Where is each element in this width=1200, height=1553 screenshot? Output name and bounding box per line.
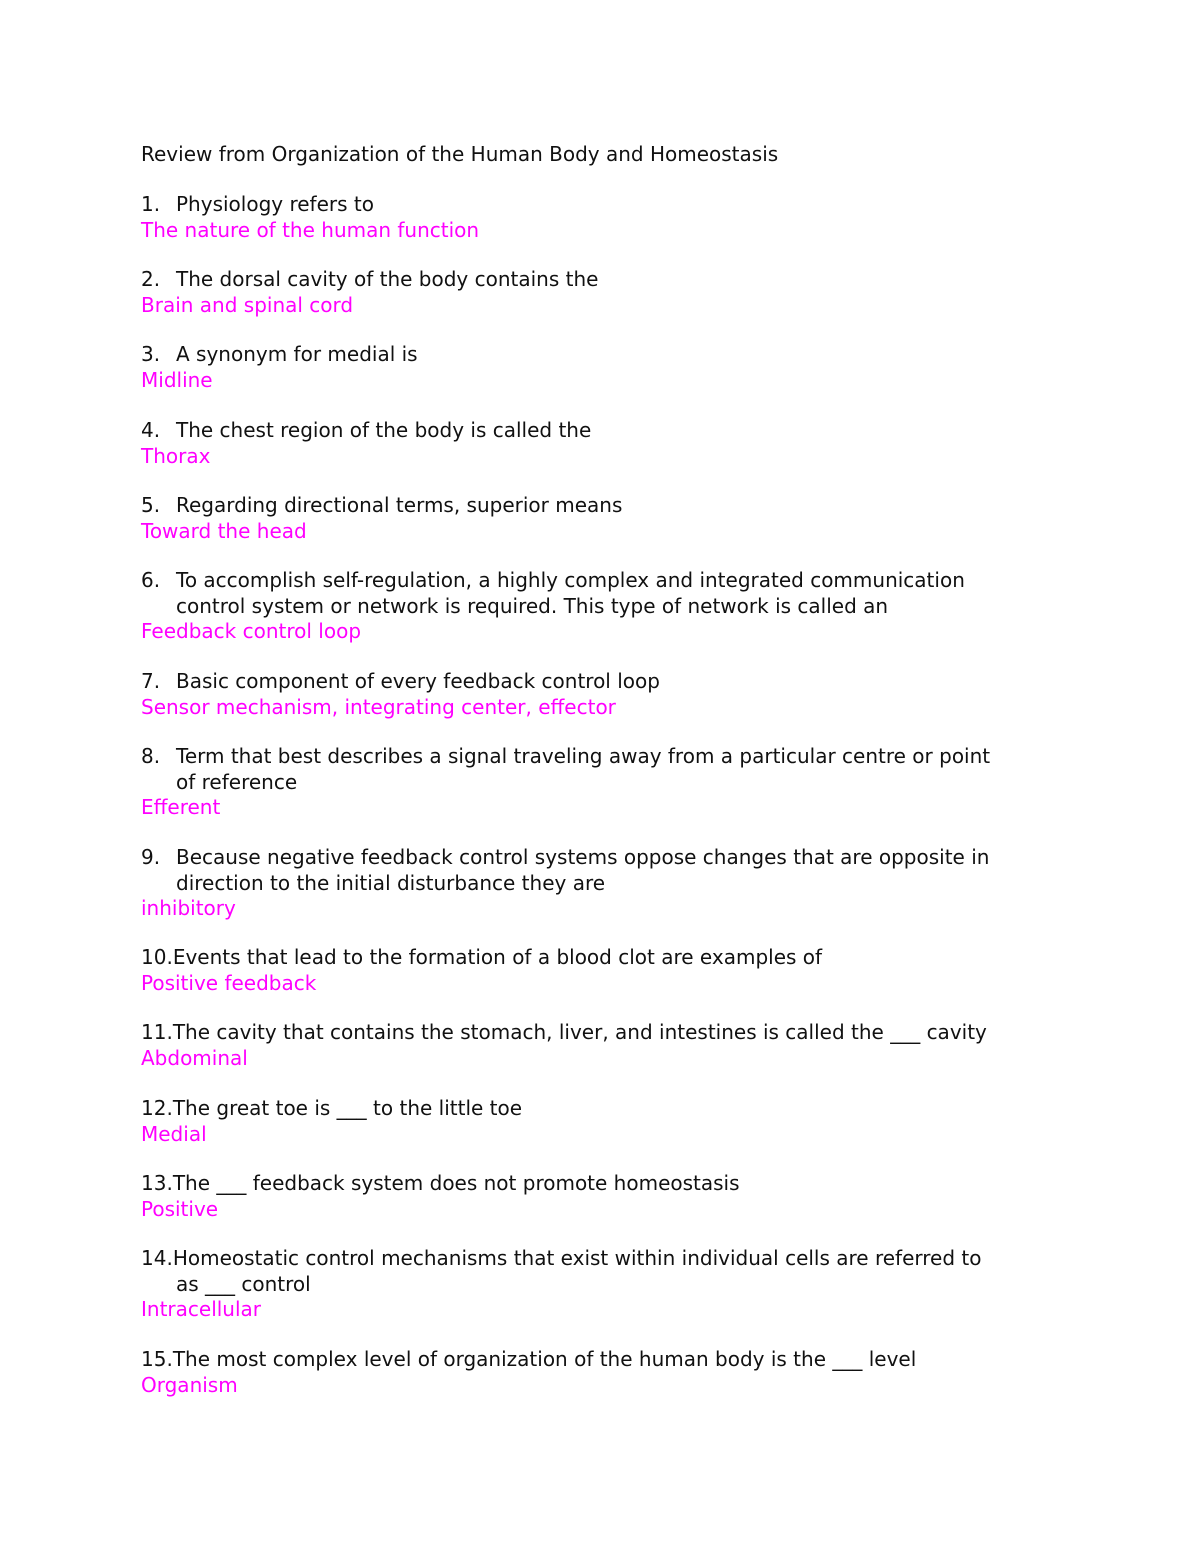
question-number: 10. (141, 945, 173, 969)
answer-text: Midline (141, 367, 213, 392)
question-text: Physiology refers to (176, 192, 374, 216)
question-number: 8. (141, 744, 161, 768)
question-text: The cavity that contains the stomach, liver, and intestines is called the ___ cavity (172, 1020, 987, 1044)
question-text: A synonym for medial is (176, 342, 418, 366)
answer-text: Toward the head (141, 518, 307, 543)
question-number: 9. (141, 845, 161, 869)
question-number: 13. (141, 1171, 173, 1195)
answer-text: Medial (141, 1121, 207, 1146)
question-item (141, 945, 1071, 996)
answer-text: Sensor mechanism, integrating center, effector (141, 694, 616, 719)
question-item (141, 1347, 1071, 1398)
question-item (141, 418, 1071, 469)
question-item (141, 669, 1071, 720)
question-text: To accomplish self-regulation, a highly complex and integrated communication (176, 568, 965, 592)
question-text: Homeostatic control mechanisms that exist within individual cells are referred to (172, 1246, 982, 1270)
question-number: 2. (141, 267, 161, 291)
question-text: Basic component of every feedback control loop (176, 669, 660, 693)
question-text-continued: control system or network is required. This type of network is called an (176, 593, 889, 618)
answer-text: Positive feedback (141, 970, 317, 995)
document-title: Review from Organization of the Human Body and Homeostasis (141, 142, 779, 166)
answer-text: Intracellular (141, 1297, 262, 1321)
question-text: Term that best describes a signal traveling away from a particular centre or point (176, 744, 991, 768)
question-text: Because negative feedback control systems oppose changes that are opposite in (176, 845, 990, 869)
question-item (141, 568, 1071, 645)
question-text: The ___ feedback system does not promote homeostasis (172, 1171, 740, 1195)
question-text: The great toe is ___ to the little toe (172, 1096, 523, 1120)
question-number: 14. (141, 1246, 173, 1270)
answer-text: Positive (141, 1196, 219, 1221)
question-item (141, 1246, 1071, 1323)
question-number: 6. (141, 568, 161, 592)
question-item (141, 267, 1071, 318)
question-item (141, 845, 1071, 922)
question-text: Regarding directional terms, superior means (176, 493, 623, 517)
question-number: 5. (141, 493, 161, 517)
question-number: 15. (141, 1347, 173, 1371)
question-text: The chest region of the body is called the (176, 418, 592, 442)
question-number: 3. (141, 342, 161, 366)
question-number: 7. (141, 669, 161, 693)
question-item (141, 493, 1071, 544)
question-item (141, 192, 1071, 243)
answer-text: Thorax (141, 443, 211, 468)
question-number: 1. (141, 192, 161, 216)
question-number: 4. (141, 418, 161, 442)
question-text-continued: of reference (176, 769, 298, 794)
answer-text: Feedback control loop (141, 619, 362, 643)
question-item (141, 744, 1071, 821)
question-item (141, 342, 1071, 393)
question-number: 12. (141, 1096, 173, 1120)
answer-text: Brain and spinal cord (141, 292, 354, 317)
question-item (141, 1096, 1071, 1147)
answer-text: inhibitory (141, 896, 236, 920)
question-text: The most complex level of organization of the human body is the ___ level (172, 1347, 917, 1371)
answer-text: The nature of the human function (141, 217, 480, 242)
question-text: The dorsal cavity of the body contains the (176, 267, 599, 291)
question-number: 11. (141, 1020, 173, 1044)
question-text: Events that lead to the formation of a blood clot are examples of (172, 945, 823, 969)
answer-text: Organism (141, 1372, 238, 1397)
question-item (141, 1171, 1071, 1222)
question-text-continued: direction to the initial disturbance they are (176, 870, 606, 895)
question-text-continued: as ___ control (176, 1271, 311, 1296)
answer-text: Efferent (141, 795, 221, 819)
answer-text: Abdominal (141, 1045, 248, 1070)
question-item (141, 1020, 1071, 1071)
